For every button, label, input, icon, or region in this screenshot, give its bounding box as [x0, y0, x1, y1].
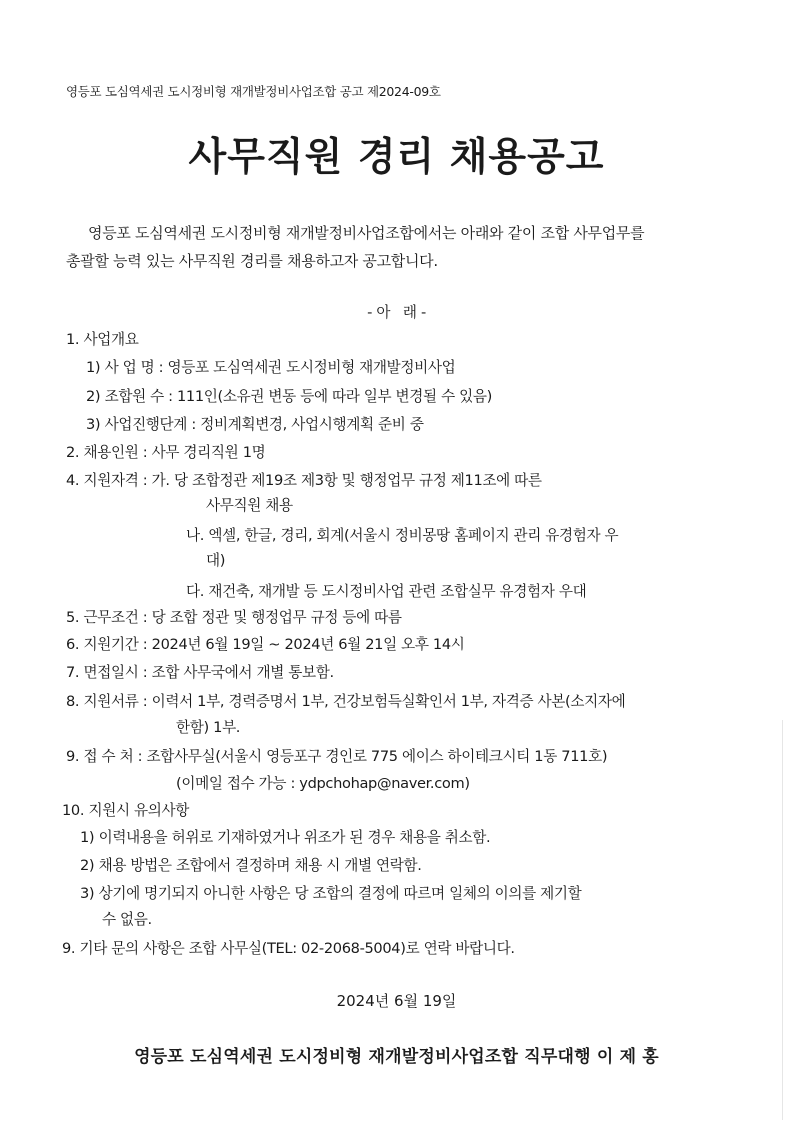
section-1-heading: 1. 사업개요 — [66, 331, 139, 348]
qualification-a-line-1: 4. 지원자격 : 가. 당 조합정관 제19조 제3항 및 행정업무 규정 제11조에 따른 — [66, 472, 542, 489]
qualification-b-line-1: 나. 엑셀, 한글, 경리, 회계(서울시 정비몽땅 홈페이지 관리 유경험자 우 — [186, 527, 619, 544]
scan-edge-line — [782, 720, 783, 1120]
section-separator: - 아 래 - — [367, 304, 426, 321]
note-3-line-2: 수 없음. — [102, 911, 152, 928]
section-10-heading: 10. 지원시 유의사항 — [62, 802, 189, 819]
page-title: 사무직원 경리 채용공고 — [188, 135, 605, 180]
note-3-line-1: 3) 상기에 명기되지 아니한 사항은 당 조합의 결정에 따르며 일체의 이의를 제기할 — [80, 885, 582, 902]
hiring-count-item: 2. 채용인원 : 사무 경리직원 1명 — [66, 444, 266, 461]
qualification-b-line-2: 대) — [206, 552, 226, 569]
intro-line-2: 총괄할 능력 있는 사무직원 경리를 채용하고자 공고합니다. — [66, 252, 438, 270]
documents-item-line-2: 한함) 1부. — [176, 719, 241, 736]
intro-line-1: 영등포 도심역세권 도시정비형 재개발정비사업조합에서는 아래와 같이 조합 사무업무를 — [88, 224, 645, 242]
signature-line: 영등포 도심역세권 도시정비형 재개발정비사업조합 직무대행 이 제 홍 — [134, 1047, 659, 1067]
documents-item-line-1: 8. 지원서류 : 이력서 1부, 경력증명서 1부, 건강보험득실확인서 1부, 자격증 사본(소지자에 — [66, 693, 626, 710]
member-count-item: 2) 조합원 수 : 111인(소유권 변동 등에 따라 일부 변경될 수 있음) — [86, 388, 492, 405]
notice-date: 2024년 6월 19일 — [336, 992, 457, 1010]
reception-email-line: (이메일 접수 가능 : ydpchohap@naver.com) — [176, 775, 470, 792]
note-2: 2) 채용 방법은 조합에서 결정하며 채용 시 개별 연락함. — [80, 857, 422, 874]
contact-item: 9. 기타 문의 사항은 조합 사무실(TEL: 02-2068-5004)로 연락 바랍니다. — [62, 940, 515, 957]
interview-item: 7. 면접일시 : 조합 사무국에서 개별 통보함. — [66, 664, 334, 681]
qualification-c: 다. 재건축, 재개발 등 도시정비사업 관련 조합실무 유경험자 우대 — [186, 583, 587, 600]
qualification-a-line-2: 사무직원 채용 — [206, 497, 293, 514]
notice-number: 영등포 도심역세권 도시정비형 재개발정비사업조합 공고 제2024-09호 — [66, 84, 441, 99]
work-conditions-item: 5. 근무조건 : 당 조합 정관 및 행정업무 규정 등에 따름 — [66, 609, 402, 626]
progress-stage-item: 3) 사업진행단계 : 정비계획변경, 사업시행계획 준비 중 — [86, 416, 424, 433]
application-period-item: 6. 지원기간 : 2024년 6월 19일 ~ 2024년 6월 21일 오후 14시 — [66, 636, 465, 653]
note-1: 1) 이력내용을 허위로 기재하였거나 위조가 된 경우 채용을 취소함. — [80, 829, 491, 846]
reception-item-line-1: 9. 접 수 처 : 조합사무실(서울시 영등포구 경인로 775 에이스 하이테크시티 1동 711호) — [66, 748, 608, 765]
business-name-item: 1) 사 업 명 : 영등포 도심역세권 도시정비형 재개발정비사업 — [86, 359, 456, 376]
